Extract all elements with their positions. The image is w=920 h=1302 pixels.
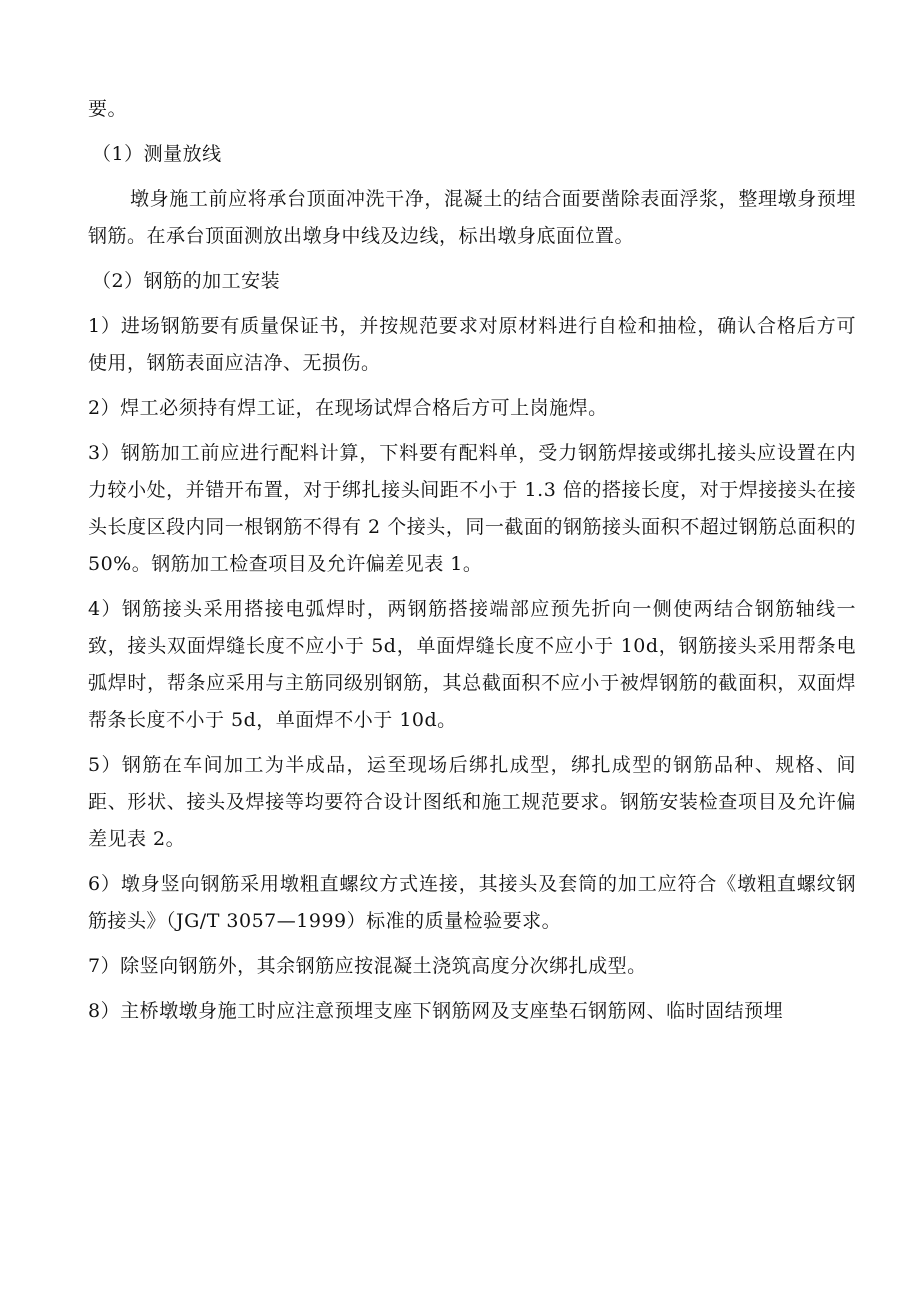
- list-item-7: 7）除竖向钢筋外，其余钢筋应按混凝土浇筑高度分次绑扎成型。: [88, 955, 647, 977]
- document-page: [88, 91, 856, 1038]
- list-item-2: 2）焊工必须持有焊工证，在现场试焊合格后方可上岗施焊。: [88, 397, 608, 419]
- list-item-5: 5）钢筋在车间加工为半成品，运至现场后绑扎成型，绑扎成型的钢筋品种、规格、间距、形状、接头及焊接等均要符合设计图纸和施工规范要求。钢筋安装检查项目及允许偏差见表 2。: [88, 754, 856, 850]
- list-item-4: 4）钢筋接头采用搭接电弧焊时，两钢筋搭接端部应预先折向一侧使两结合钢筋轴线一致，接头双面焊缝长度不应小于 5d，单面焊缝长度不应小于 10d，钢筋接头采用帮条电弧焊时，帮条应采用与主筋同级别钢筋，其总截面积不应小于被焊钢筋的截面积，双面焊帮条长度不小于 5d，单面焊不小于 10d。: [88, 598, 856, 731]
- list-item-3: 3）钢筋加工前应进行配料计算，下料要有配料单，受力钢筋焊接或绑扎接头应设置在内力较小处，并错开布置，对于绑扎接头间距不小于 1.3 倍的搭接长度，对于焊接接头在接头长度区段内同一根钢筋不得有 2 个接头，同一截面的钢筋接头面积不超过钢筋总面积的 50%。钢筋加工检查项目及允许偏差见表 1。: [88, 442, 856, 575]
- paragraph-continuation: 要。: [88, 98, 128, 120]
- section-heading-survey: （1）测量放线: [92, 143, 222, 165]
- paragraph-survey-body: 墩身施工前应将承台顶面冲洗干净，混凝土的结合面要凿除表面浮浆，整理墩身预埋钢筋。在承台顶面测放出墩身中线及边线，标出墩身底面位置。: [88, 188, 856, 247]
- section-heading-rebar: （2）钢筋的加工安装: [92, 270, 281, 292]
- list-item-1: 1）进场钢筋要有质量保证书，并按规范要求对原材料进行自检和抽检，确认合格后方可使用，钢筋表面应洁净、无损伤。: [88, 315, 856, 374]
- list-item-8: 8）主桥墩墩身施工时应注意预埋支座下钢筋网及支座垫石钢筋网、临时固结预埋: [88, 1000, 784, 1022]
- list-item-6: 6）墩身竖向钢筋采用墩粗直螺纹方式连接，其接头及套筒的加工应符合《墩粗直螺纹钢筋接头》（JG/T 3057—1999）标准的质量检验要求。: [88, 873, 856, 932]
